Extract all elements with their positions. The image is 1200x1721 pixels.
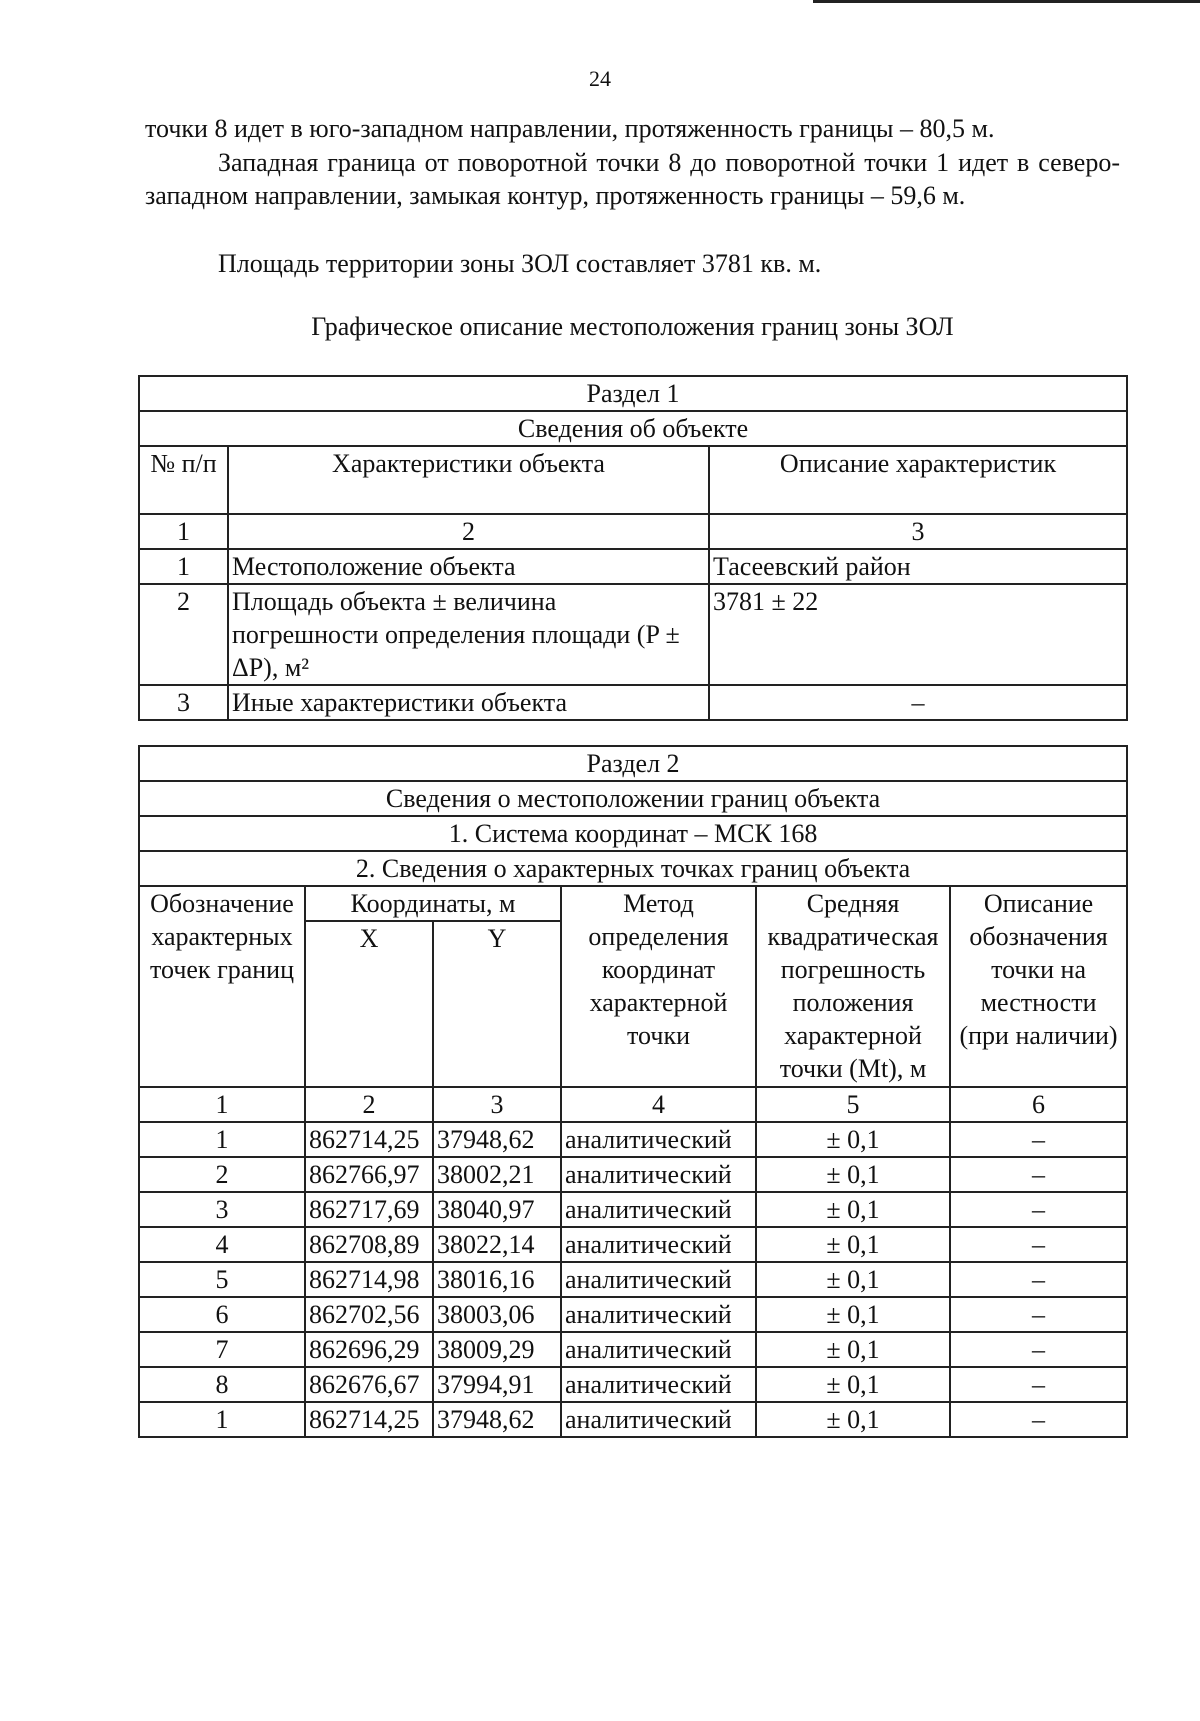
table-row [139, 1367, 1127, 1402]
col-number: 2 [228, 514, 709, 549]
table-row [139, 1157, 1127, 1192]
mean-error: ± 0,1 [756, 1332, 950, 1367]
method: аналитический [561, 1402, 756, 1437]
page-number: 24 [589, 66, 611, 91]
point-description: – [950, 1297, 1127, 1332]
col-number: 4 [561, 1087, 756, 1122]
point-description: – [950, 1367, 1127, 1402]
point-description: – [950, 1332, 1127, 1367]
section1-title: Раздел 1 [139, 376, 1127, 411]
method: аналитический [561, 1192, 756, 1227]
coord-y: 37994,91 [433, 1367, 561, 1402]
section1-table [138, 375, 1128, 721]
coord-y: 37948,62 [433, 1122, 561, 1157]
paragraph-west-boundary: Западная граница от поворотной точки 8 до поворотной точки 1 идет в северо-западном направлении, замыкая контур, протяженность границы – 59,6 м. [145, 148, 1120, 210]
col-number: 3 [433, 1087, 561, 1122]
col-number: 1 [139, 1087, 305, 1122]
method: аналитический [561, 1157, 756, 1192]
mean-error: ± 0,1 [756, 1297, 950, 1332]
mean-error: ± 0,1 [756, 1262, 950, 1297]
table-row [139, 1227, 1127, 1262]
header-y: Y [433, 921, 561, 1087]
row-num: 3 [139, 685, 228, 720]
header-method: Метод определения координат характерной точки [561, 886, 756, 1087]
point-id: 5 [139, 1262, 305, 1297]
header-designation: Обозначение характерных точек границ [139, 886, 305, 1087]
point-id: 3 [139, 1192, 305, 1227]
row-characteristic: Площадь объекта ± величина погрешности определения площади (P ± ΔP), м² [228, 584, 709, 685]
coordinate-system: 1. Система координат – МСК 168 [139, 816, 1127, 851]
col-number: 6 [950, 1087, 1127, 1122]
section2-subtitle: Сведения о местоположении границ объекта [139, 781, 1127, 816]
point-description: – [950, 1157, 1127, 1192]
table-row [139, 1192, 1127, 1227]
method: аналитический [561, 1227, 756, 1262]
point-description: – [950, 1402, 1127, 1437]
coord-x: 862696,29 [305, 1332, 433, 1367]
paragraph-south-boundary: точки 8 идет в юго-западном направлении, протяженность границы – 80,5 м. [145, 114, 995, 143]
coord-y: 38022,14 [433, 1227, 561, 1262]
col-number: 5 [756, 1087, 950, 1122]
point-id: 6 [139, 1297, 305, 1332]
section2-table [138, 745, 1128, 1438]
point-description: – [950, 1192, 1127, 1227]
point-id: 4 [139, 1227, 305, 1262]
row-num: 2 [139, 584, 228, 685]
coord-y: 38002,21 [433, 1157, 561, 1192]
method: аналитический [561, 1297, 756, 1332]
row-description: – [709, 685, 1127, 720]
points-title: 2. Сведения о характерных точках границ объекта [139, 851, 1127, 886]
coord-x: 862676,67 [305, 1367, 433, 1402]
col-number: 1 [139, 514, 228, 549]
coord-x: 862717,69 [305, 1192, 433, 1227]
method: аналитический [561, 1367, 756, 1402]
coord-x: 862714,98 [305, 1262, 433, 1297]
section1-subtitle: Сведения об объекте [139, 411, 1127, 446]
row-characteristic: Иные характеристики объекта [228, 685, 709, 720]
row-num: 1 [139, 549, 228, 584]
mean-error: ± 0,1 [756, 1402, 950, 1437]
coord-y: 37948,62 [433, 1402, 561, 1437]
method: аналитический [561, 1122, 756, 1157]
row-description: Тасеевский район [709, 549, 1127, 584]
point-description: – [950, 1262, 1127, 1297]
top-rule [813, 0, 1200, 3]
table-row [139, 1402, 1127, 1437]
header-num: № п/п [139, 446, 228, 514]
point-id: 8 [139, 1367, 305, 1402]
point-id: 2 [139, 1157, 305, 1192]
header-description: Описание характеристик [709, 446, 1127, 514]
table-row [139, 1262, 1127, 1297]
point-id: 7 [139, 1332, 305, 1367]
header-error: Средняя квадратическая погрешность положения характерной точки (Mt), м [756, 886, 950, 1087]
table-row [139, 1297, 1127, 1332]
table-row [139, 1122, 1127, 1157]
row-description: 3781 ± 22 [709, 584, 1127, 685]
mean-error: ± 0,1 [756, 1157, 950, 1192]
coord-y: 38040,97 [433, 1192, 561, 1227]
point-description: – [950, 1227, 1127, 1262]
row-characteristic: Местоположение объекта [228, 549, 709, 584]
header-x: X [305, 921, 433, 1087]
coord-x: 862766,97 [305, 1157, 433, 1192]
header-characteristics: Характеристики объекта [228, 446, 709, 514]
coord-x: 862714,25 [305, 1402, 433, 1437]
section2-title: Раздел 2 [139, 746, 1127, 781]
mean-error: ± 0,1 [756, 1367, 950, 1402]
point-id: 1 [139, 1122, 305, 1157]
mean-error: ± 0,1 [756, 1227, 950, 1262]
mean-error: ± 0,1 [756, 1192, 950, 1227]
coord-x: 862702,56 [305, 1297, 433, 1332]
table-title: Графическое описание местоположения границ зоны ЗОЛ [311, 312, 954, 341]
coord-x: 862708,89 [305, 1227, 433, 1262]
col-number: 2 [305, 1087, 433, 1122]
method: аналитический [561, 1332, 756, 1367]
coord-y: 38009,29 [433, 1332, 561, 1367]
header-point-description: Описание обозначения точки на местности (при наличии) [950, 886, 1127, 1087]
coord-y: 38016,16 [433, 1262, 561, 1297]
header-coordinates: Координаты, м [305, 886, 561, 921]
col-number: 3 [709, 514, 1127, 549]
paragraph-area: Площадь территории зоны ЗОЛ составляет 3781 кв. м. [218, 249, 822, 278]
point-id: 1 [139, 1402, 305, 1437]
method: аналитический [561, 1262, 756, 1297]
point-description: – [950, 1122, 1127, 1157]
coord-y: 38003,06 [433, 1297, 561, 1332]
mean-error: ± 0,1 [756, 1122, 950, 1157]
table-row [139, 1332, 1127, 1367]
coord-x: 862714,25 [305, 1122, 433, 1157]
